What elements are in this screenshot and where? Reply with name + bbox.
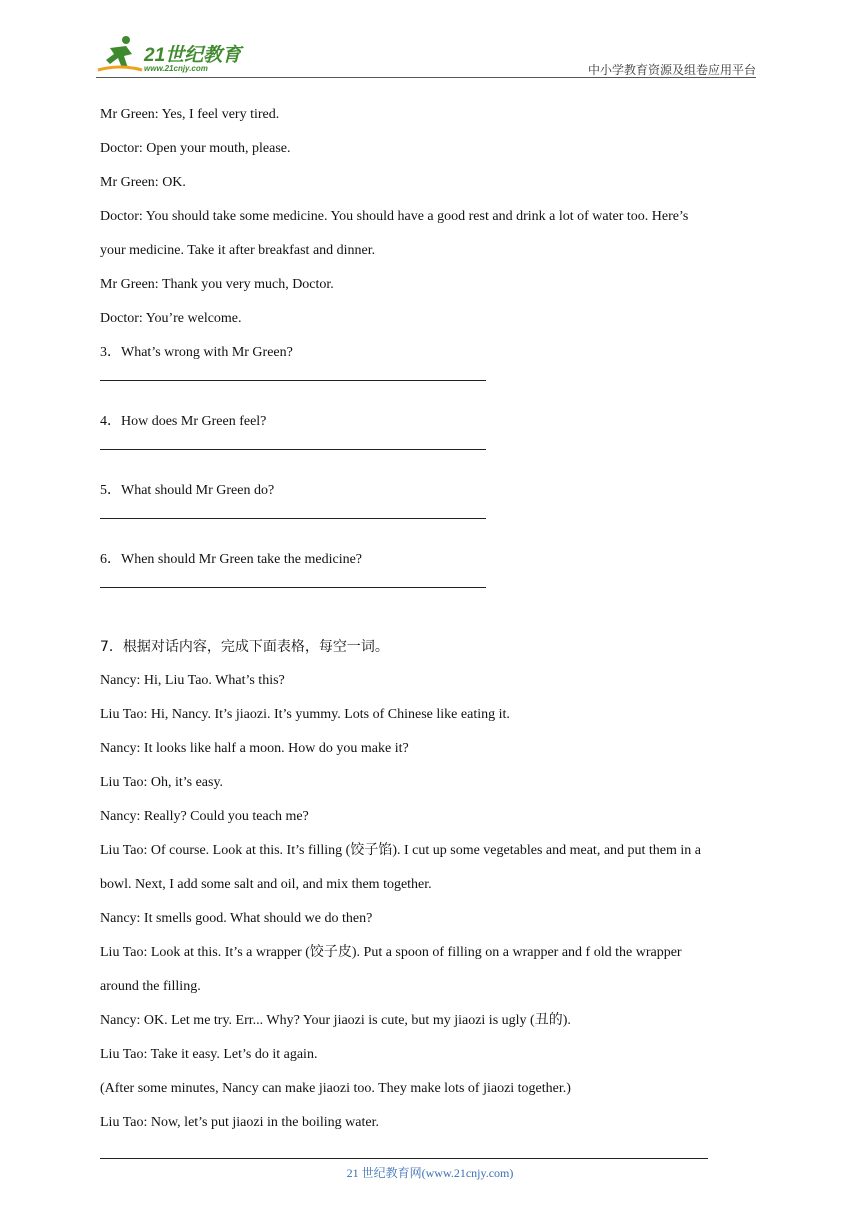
dialogue-line: Nancy: Really? Could you teach me? <box>100 809 309 824</box>
dialogue-line: Doctor: You’re welcome. <box>100 311 242 326</box>
header-platform-text: 中小学教育资源及组卷应用平台 <box>587 63 756 77</box>
dialogue-line: Liu Tao: Now, let’s put jiaozi in the boiling water. <box>100 1115 379 1130</box>
question-4: 4．How does Mr Green feel? <box>100 414 267 429</box>
section-gap <box>100 618 760 636</box>
dialogue-line: Liu Tao: Take it easy. Let’s do it again. <box>100 1047 318 1062</box>
dialogue-line: your medicine. Take it after breakfast and dinner. <box>100 243 376 258</box>
dialogue-line: Doctor: Open your mouth, please. <box>100 141 291 156</box>
dialogue-line: Nancy: Hi, Liu Tao. What’s this? <box>100 673 285 688</box>
question-6: 6．When should Mr Green take the medicine? <box>100 552 363 567</box>
dialogue-line: Doctor: You should take some medicine. You should have a good rest and drink a lot of water too. Here’s <box>100 209 689 224</box>
site-logo <box>96 34 266 76</box>
header-divider <box>96 77 756 78</box>
dialogue-line: Nancy: It smells good. What should we do then? <box>100 911 373 926</box>
answer-blank-4[interactable] <box>100 433 486 450</box>
dialogue-line: Mr Green: Yes, I feel very tired. <box>100 107 280 122</box>
runner-logo-icon <box>96 34 144 74</box>
dialogue-line: Liu Tao: Of course. Look at this. It’s filling (饺子馅). I cut up some vegetables and meat, and put them in a <box>100 843 702 858</box>
dialogue-line: Nancy: OK. Let me try. Err... Why? Your jiaozi is cute, but my jiaozi is ugly (丑的). <box>100 1013 571 1028</box>
footer-divider <box>100 1158 708 1159</box>
question-5: 5．What should Mr Green do? <box>100 483 275 498</box>
dialogue-line: Nancy: It looks like half a moon. How do you make it? <box>100 741 409 756</box>
dialogue-line: Mr Green: Thank you very much, Doctor. <box>100 277 334 292</box>
logo-text: 21世纪教育 <box>144 45 242 66</box>
dialogue-line: Liu Tao: Look at this. It’s a wrapper (饺子皮). Put a spoon of filling on a wrapper and f old the wrapper <box>100 945 682 960</box>
page-header <box>96 34 756 78</box>
document-body <box>100 104 760 1146</box>
dialogue-line: bowl. Next, I add some salt and oil, and mix them together. <box>100 877 432 892</box>
logo-url: www.21cnjy.com <box>144 64 208 73</box>
dialogue-line: (After some minutes, Nancy can make jiaozi too. They make lots of jiaozi together.) <box>100 1081 571 1096</box>
answer-blank-5[interactable] <box>100 502 486 519</box>
answer-blank-3[interactable] <box>100 364 486 381</box>
answer-blank-6[interactable] <box>100 571 486 588</box>
question-3: 3．What’s wrong with Mr Green? <box>100 345 293 360</box>
dialogue-line: around the filling. <box>100 979 201 994</box>
footer-link[interactable]: 21 世纪教育网(www.21cnjy.com) <box>346 1166 514 1180</box>
question-7-title: 7．根据对话内容，完成下面表格，每空一词。 <box>100 639 389 655</box>
dialogue-line: Liu Tao: Hi, Nancy. It’s jiaozi. It’s yummy. Lots of Chinese like eating it. <box>100 707 510 722</box>
dialogue-line: Liu Tao: Oh, it’s easy. <box>100 775 224 790</box>
dialogue-line: Mr Green: OK. <box>100 175 186 190</box>
